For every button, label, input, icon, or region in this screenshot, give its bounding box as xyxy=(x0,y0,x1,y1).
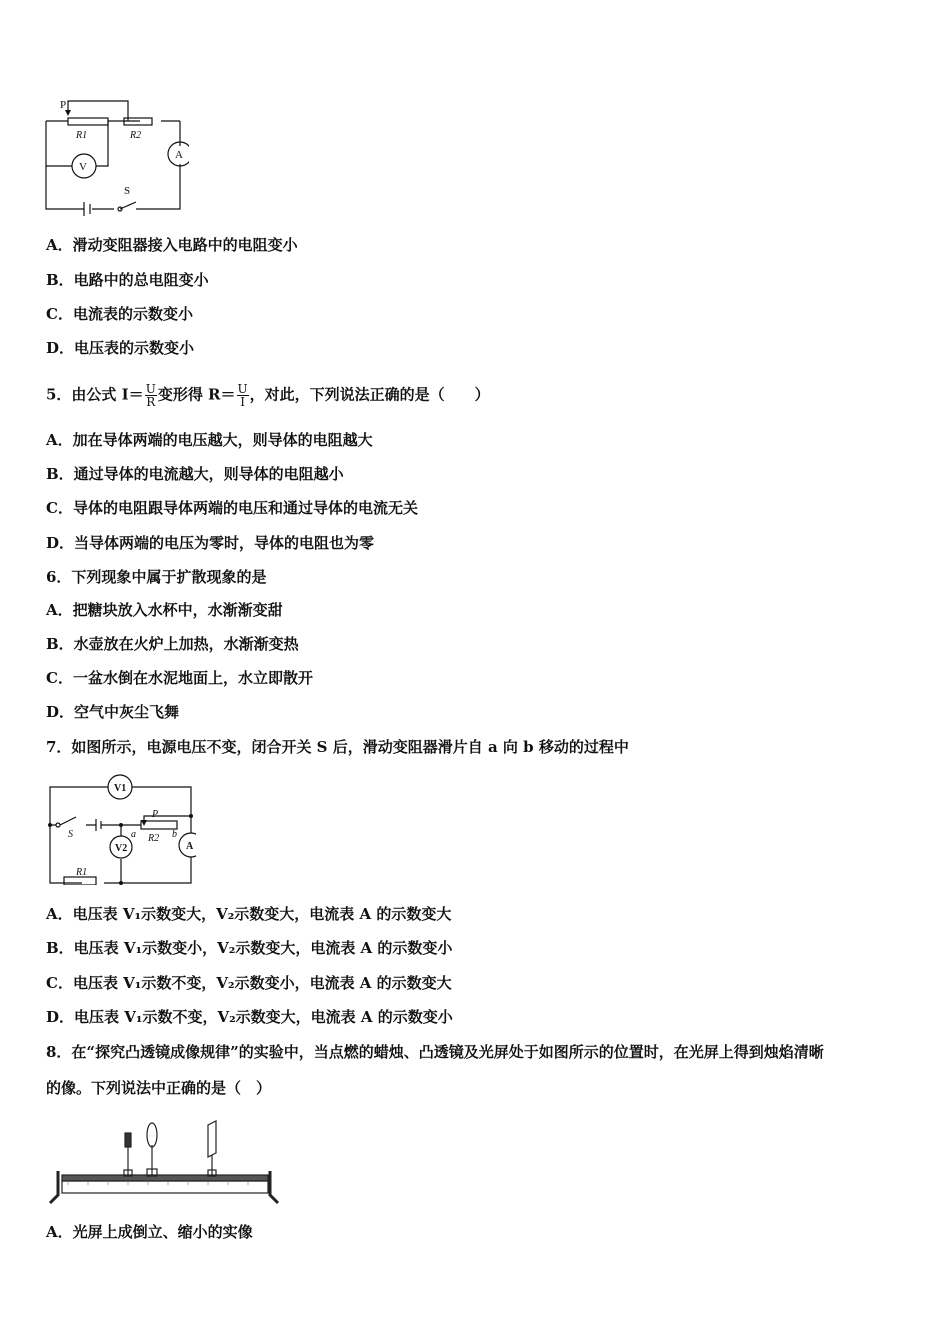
r1-label: R1 xyxy=(76,867,88,878)
fraction-u-over-i: $\frac{U}{I}$ xyxy=(237,382,248,409)
q6-option-c: C．一盆水倒在水泥地面上，水立即散开 xyxy=(46,669,313,687)
q7-stem: 7．如图所示，电源电压不变，闭合开关 S 后，滑动变阻器滑片自 a 向 b 移动的过程中 xyxy=(46,738,629,756)
label-r1: R1 xyxy=(76,130,88,141)
circuit-diagram-q7 xyxy=(46,773,196,885)
q7-option-d: D．电压表 V₁示数不变，V₂示数变大，电流表 A 的示数变小 xyxy=(46,1008,453,1026)
q5-stem: 5．由公式 I＝ $\frac{U}{R}$ 变形得 R＝ $\frac{U}{I}$ ，对此，下列说法正确的是（ ） xyxy=(46,382,490,409)
q4-option-b: B．电路中的总电阻变小 xyxy=(46,271,209,289)
q5-option-d: D．当导体两端的电压为零时，导体的电阻也为零 xyxy=(46,534,375,552)
label-p: P xyxy=(60,99,67,111)
q7-option-c: C．电压表 V₁示数不变，V₂示数变小，电流表 A 的示数变大 xyxy=(46,974,452,992)
q7-option-a: A．电压表 V₁示数变大，V₂示数变大，电流表 A 的示数变大 xyxy=(46,905,452,923)
a-end-label: a xyxy=(131,829,136,840)
q8-stem-line1: 8．在“探究凸透镜成像规律”的实验中，当点燃的蜡烛、凸透镜及光屏处于如图所示的位置时，在光屏上得到烛焰清晰 xyxy=(46,1043,824,1061)
q6-stem: 6．下列现象中属于扩散现象的是 xyxy=(46,568,267,586)
q8-stem-line2: 的像。下列说法中正确的是（ ） xyxy=(46,1079,272,1097)
q5-option-c: C．导体的电阻跟导体两端的电压和通过导体的电流无关 xyxy=(46,499,418,517)
voltmeter-label: V xyxy=(79,161,87,173)
circuit-diagram-q4 xyxy=(44,96,189,216)
q6-option-a: A．把糖块放入水杯中，水渐渐变甜 xyxy=(46,601,283,619)
label-r2: R2 xyxy=(130,130,142,141)
q6-option-d: D．空气中灰尘飞舞 xyxy=(46,703,180,721)
ammeter-label: A xyxy=(186,841,194,852)
q5-option-a: A．加在导体两端的电压越大，则导体的电阻越大 xyxy=(46,431,373,449)
switch-label: S xyxy=(68,829,73,840)
q6-option-b: B．水壶放在火炉上加热，水渐渐变热 xyxy=(46,635,299,653)
switch-label: S xyxy=(124,185,131,197)
b-end-label: b xyxy=(172,829,177,840)
q4-option-c: C．电流表的示数变小 xyxy=(46,305,193,323)
q4-option-d: D．电压表的示数变小 xyxy=(46,339,195,357)
q7-option-b: B．电压表 V₁示数变小，V₂示数变大，电流表 A 的示数变小 xyxy=(46,939,453,957)
r2-label: R2 xyxy=(148,833,160,844)
p-label: P xyxy=(152,809,159,820)
v2-label: V2 xyxy=(115,843,128,854)
fraction-u-over-r: $\frac{U}{R}$ xyxy=(145,382,156,409)
v1-label: V1 xyxy=(114,783,127,794)
q5-option-b: B．通过导体的电流越大，则导体的电阻越小 xyxy=(46,465,344,483)
q4-option-a: A．滑动变阻器接入电路中的电阻变小 xyxy=(46,236,298,254)
ammeter-label: A xyxy=(175,149,183,161)
q8-option-a: A．光屏上成倒立、缩小的实像 xyxy=(46,1223,253,1241)
optical-bench-figure xyxy=(48,1115,280,1205)
